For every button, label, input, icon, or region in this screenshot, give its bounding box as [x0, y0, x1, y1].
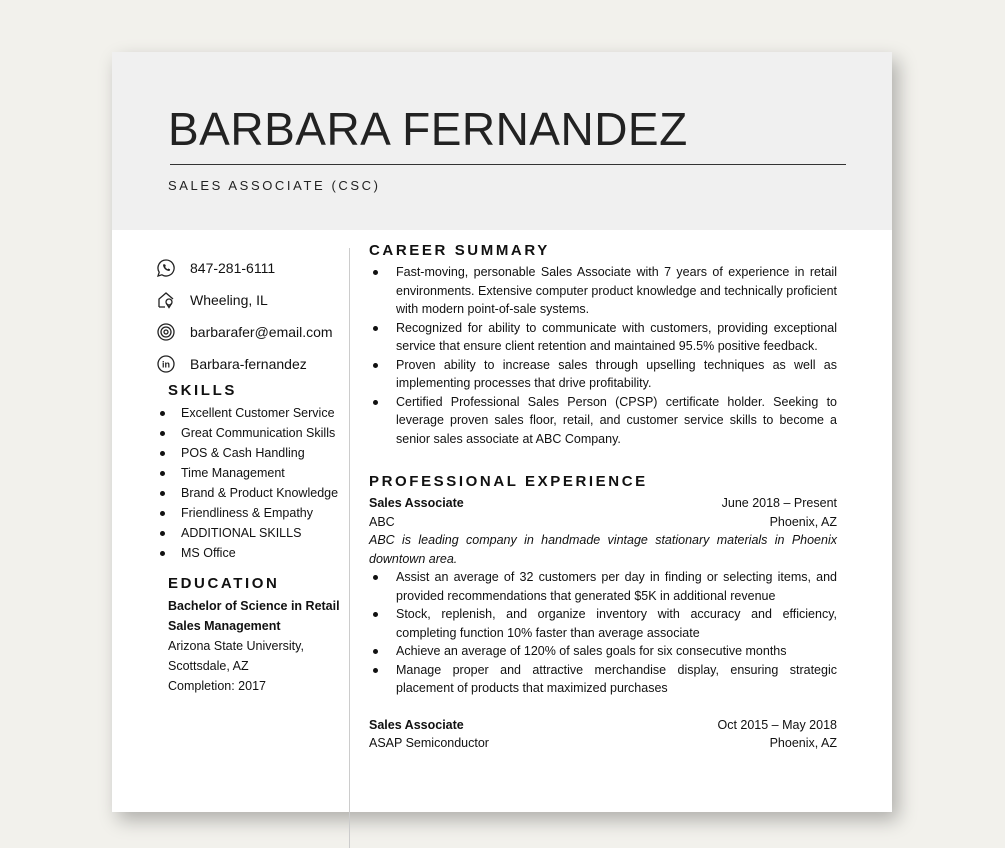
- skill-item: MS Office: [156, 543, 341, 563]
- job-bullets: [369, 568, 837, 698]
- skill-item: Time Management: [156, 463, 341, 483]
- contact-email: [156, 316, 341, 348]
- skill-item: POS & Cash Handling: [156, 443, 341, 463]
- summary-list: [369, 263, 837, 448]
- job-company: ASAP Semiconductor: [369, 736, 489, 750]
- left-column: [156, 252, 341, 696]
- job-company: ABC: [369, 514, 395, 529]
- summary-item: Fast-moving, personable Sales Associate with 7 years of experience in retail environments. Extensive computer product knowledge and technically proficient with modern point-of-sale systems.: [369, 263, 837, 319]
- job-title: SALES ASSOCIATE (CSC): [168, 178, 381, 193]
- resume-page: [112, 52, 892, 812]
- skill-item: Great Communication Skills: [156, 423, 341, 443]
- experience-heading: PROFESSIONAL EXPERIENCE: [369, 473, 648, 490]
- education-heading: EDUCATION: [168, 575, 280, 592]
- summary-item: Certified Professional Sales Person (CPSP) certificate holder. Seeking to leverage proven sales floor, retail, and customer service skills to become a senior sales associate at ABC Company.: [369, 393, 837, 449]
- contact-phone: [156, 252, 341, 284]
- svg-text:in: in: [162, 359, 170, 370]
- job-location: Phoenix, AZ: [769, 514, 837, 529]
- education-degree: Bachelor of Science in Retail Sales Management: [168, 599, 340, 633]
- skills-heading: SKILLS: [168, 382, 237, 399]
- whatsapp-phone-icon: [156, 258, 176, 278]
- education-completion: Completion: 2017: [168, 679, 266, 693]
- job-entry: [369, 716, 837, 753]
- job-title: Sales Associate: [369, 717, 464, 732]
- job-entry: [369, 494, 837, 698]
- skills-list: [156, 403, 341, 563]
- contact-text: Wheeling, IL: [190, 292, 268, 308]
- contact-location: [156, 284, 341, 316]
- job-dates: Oct 2015 – May 2018: [717, 717, 837, 732]
- skill-item: ADDITIONAL SKILLS: [156, 523, 341, 543]
- summary-heading: CAREER SUMMARY: [369, 242, 550, 259]
- column-divider: [349, 248, 350, 848]
- job-location: Phoenix, AZ: [769, 736, 837, 750]
- skill-item: Excellent Customer Service: [156, 403, 341, 423]
- at-sign-icon: [156, 322, 176, 342]
- job-bullet: Manage proper and attractive merchandise display, ensuring strategic placement of products that maximized purchases: [369, 661, 837, 698]
- job-bullet: Stock, replenish, and organize inventory with accuracy and efficiency, completing function 10% faster than average associate: [369, 605, 837, 642]
- candidate-name: BARBARA FERNANDEZ: [168, 103, 688, 155]
- contact-text: Barbara-fernandez: [190, 356, 307, 372]
- job-bullet: Achieve an average of 120% of sales goals for six consecutive months: [369, 642, 837, 661]
- job-description: ABC is leading company in handmade vintage stationary materials in Phoenix downtown area.: [369, 533, 837, 566]
- skill-item: Friendliness & Empathy: [156, 503, 341, 523]
- job-dates: June 2018 – Present: [721, 496, 837, 510]
- education-school: Arizona State University, Scottsdale, AZ: [168, 639, 304, 673]
- home-location-icon: [156, 290, 176, 310]
- linkedin-icon: [156, 354, 176, 374]
- contact-text: barbarafer@email.com: [190, 324, 333, 340]
- contact-linkedin: [156, 348, 341, 380]
- job-title: Sales Associate: [369, 496, 464, 510]
- summary-item: Proven ability to increase sales through upselling techniques as well as implementing processes that drive profitability.: [369, 356, 837, 393]
- contact-text: 847-281-6111: [190, 260, 276, 276]
- summary-item: Recognized for ability to communicate with customers, providing exceptional service that ensure client retention and maintained 95.5% positive feedback.: [369, 319, 837, 356]
- resume-header: [112, 52, 892, 230]
- header-divider: [170, 164, 846, 165]
- job-bullet: Assist an average of 32 customers per day in finding or selecting items, and provided recommendations that generated $5K in additional revenue: [369, 568, 837, 605]
- right-column: [369, 242, 837, 753]
- skill-item: Brand & Product Knowledge: [156, 483, 341, 503]
